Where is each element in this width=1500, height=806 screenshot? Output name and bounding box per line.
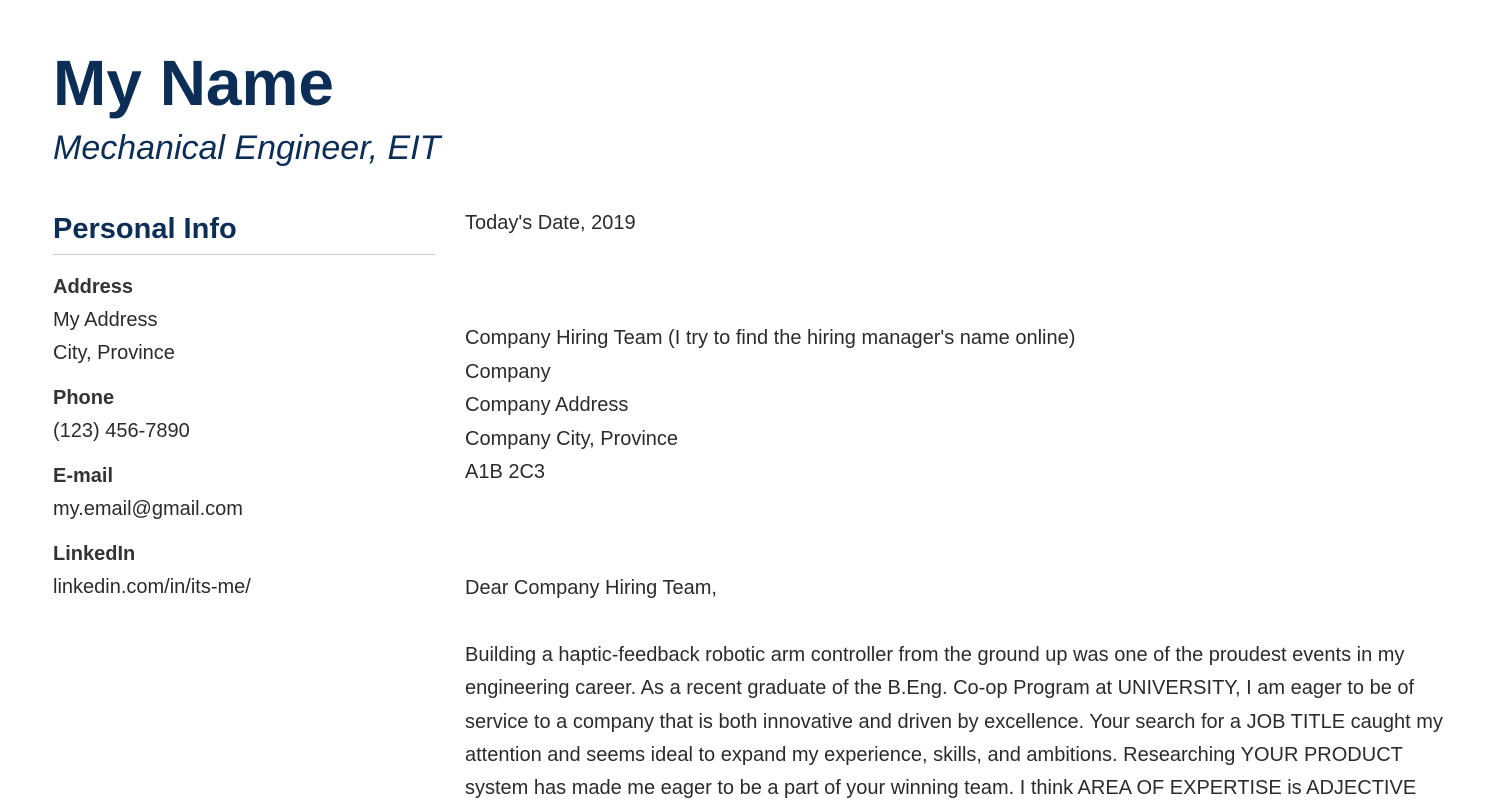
phone-block — [53, 382, 435, 448]
applicant-title: Mechanical Engineer, EIT — [53, 129, 441, 167]
address-line-2: City, Province — [53, 342, 175, 364]
personal-info-heading: Personal Info — [53, 210, 435, 255]
applicant-name: My Name — [53, 47, 334, 119]
recipient-line-3: Company Address — [465, 394, 629, 417]
letter-paragraph-1: Building a haptic-feedback robotic arm controller from the ground up was one of the proudest events in my engineering career. As a recent graduate of the B.Eng. Co-op Program at UNIVERSITY, I am eager to be of service to a company that is both innovative and driven by excellence. Your search for a JOB TITLE caught my attention and seems ideal to expand my experience, skills, and ambitions. Researching YOUR PRODUCT system has made me eager to be a part of your winning team. I think AREA OF EXPERTISE is ADJECTIVE — [465, 643, 1443, 800]
phone-label: Phone — [53, 387, 115, 409]
linkedin-label: LinkedIn — [53, 543, 136, 565]
email-block — [53, 460, 435, 526]
recipient-line-1: Company Hiring Team (I try to find the hiring manager's name online) — [465, 327, 1076, 350]
recipient-address — [465, 322, 1455, 489]
letter-body — [465, 207, 1455, 806]
linkedin-value[interactable]: linkedin.com/in/its-me/ — [53, 576, 251, 598]
letter-greeting: Dear Company Hiring Team, — [465, 577, 717, 600]
linkedin-block — [53, 538, 435, 604]
letter-date: Today's Date, 2019 — [465, 212, 636, 234]
address-label: Address — [53, 276, 134, 298]
personal-info-sidebar — [53, 210, 435, 604]
phone-value: (123) 456-7890 — [53, 420, 190, 442]
email-label: E-mail — [53, 465, 114, 487]
address-line-1: My Address — [53, 309, 158, 331]
recipient-line-5: A1B 2C3 — [465, 461, 546, 484]
email-value[interactable]: my.email@gmail.com — [53, 498, 243, 520]
address-block — [53, 271, 435, 370]
recipient-line-4: Company City, Province — [465, 427, 679, 450]
recipient-line-2: Company — [465, 360, 551, 383]
